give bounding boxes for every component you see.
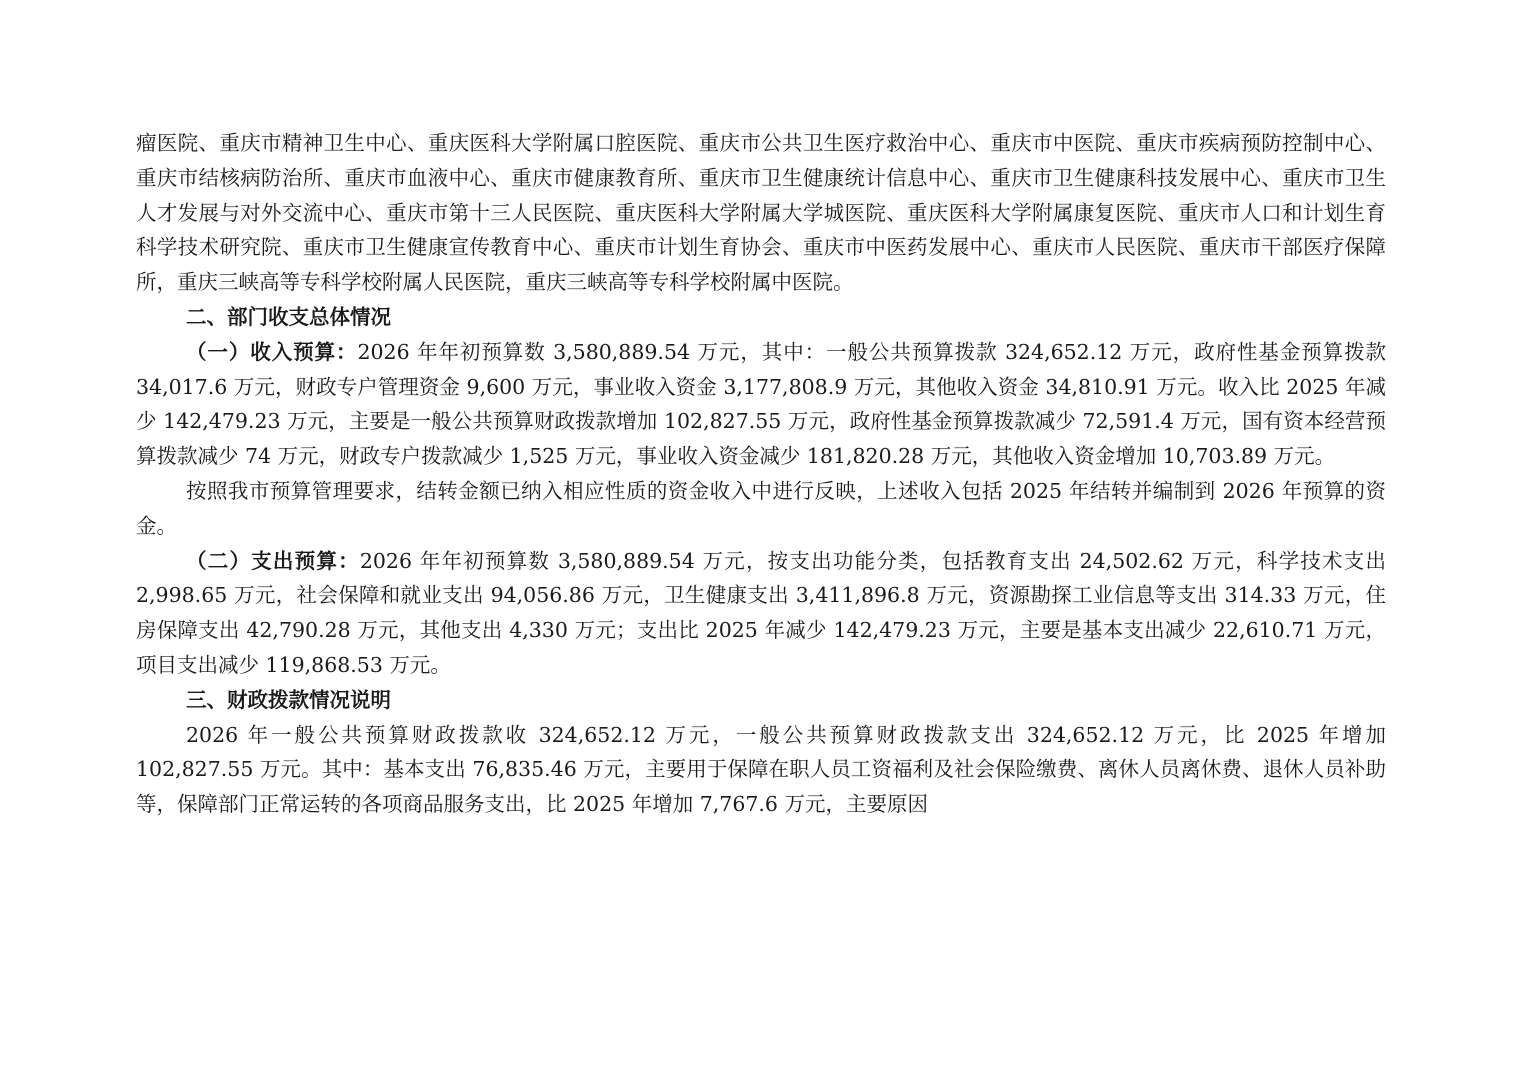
- expenditure-budget-text: 2026 年年初预算数 3,580,889.54 万元，按支出功能分类，包括教育支出 24,502.62 万元，科学技术支出 2,998.65 万元，社会保障和就业支出 94,056.86 万元，卫生健康支出 3,411,896.8 万元，资源勘探工业信息等支出 314.33 万元，住房保障支出 42,790.28 万元，其他支出 4,330 万元；支出比 2025 年减少 142,479.23 万元，主要是基本支出减少 22,610.71 万元，项目支出减少 119,868.53 万元。: [136, 548, 1386, 677]
- income-budget-text: 2026 年年初预算数 3,580,889.54 万元，其中：一般公共预算拨款 324,652.12 万元，政府性基金预算拨款 34,017.6 万元，财政专户管理资金 9,600 万元，事业收入资金 3,177,808.9 万元，其他收入资金 34,810.91 万元。收入比 2025 年减少 142,479.23 万元，主要是一般公共预算财政拨款增加 102,827.55 万元，政府性基金预算拨款减少 72,591.4 万元，国有资本经营预算拨款减少 74 万元，财政专户拨款减少 1,525 万元，事业收入资金减少 181,820.28 万元，其他收入资金增加 10,703.89 万元。: [136, 339, 1387, 469]
- paragraph-income-budget: [136, 335, 1386, 474]
- income-budget-lead: （一）收入预算：: [186, 339, 358, 364]
- paragraph-carryover-note: 按照我市预算管理要求，结转金额已纳入相应性质的资金收入中进行反映，上述收入包括 2025 年结转并编制到 2026 年预算的资金。: [136, 478, 1386, 538]
- document-body: [136, 126, 1386, 822]
- paragraph-fiscal-appropriation: 2026 年一般公共预算财政拨款收 324,652.12 万元，一般公共预算财政拨款支出 324,652.12 万元，比 2025 年增加 102,827.55 万元。其中：基本支出 76,835.46 万元，主要用于保障在职人员工资福利及社会保险缴费、离休人员离休费、退休人员补助等，保障部门正常运转的各项商品服务支出，比 2025 年增加 7,767.6 万元，主要原因: [136, 722, 1386, 817]
- paragraph-institution-list: 瘤医院、重庆市精神卫生中心、重庆医科大学附属口腔医院、重庆市公共卫生医疗救治中心、重庆市中医院、重庆市疾病预防控制中心、重庆市结核病防治所、重庆市血液中心、重庆市健康教育所、重庆市卫生健康统计信息中心、重庆市卫生健康科技发展中心、重庆市卫生人才发展与对外交流中心、重庆市第十三人民医院、重庆医科大学附属大学城医院、重庆医科大学附属康复医院、重庆市人口和计划生育科学技术研究院、重庆市卫生健康宣传教育中心、重庆市计划生育协会、重庆市中医药发展中心、重庆市人民医院、重庆市干部医疗保障所，重庆三峡高等专科学校附属人民医院，重庆三峡高等专科学校附属中医院。: [136, 131, 1386, 295]
- paragraph-expenditure-budget: [136, 544, 1386, 683]
- section-heading-fiscal-appropriation: 三、财政拨款情况说明: [186, 687, 391, 712]
- section-heading-overall-income-expenditure: 二、部门收支总体情况: [186, 304, 391, 329]
- expenditure-budget-lead: （二）支出预算：: [186, 548, 360, 573]
